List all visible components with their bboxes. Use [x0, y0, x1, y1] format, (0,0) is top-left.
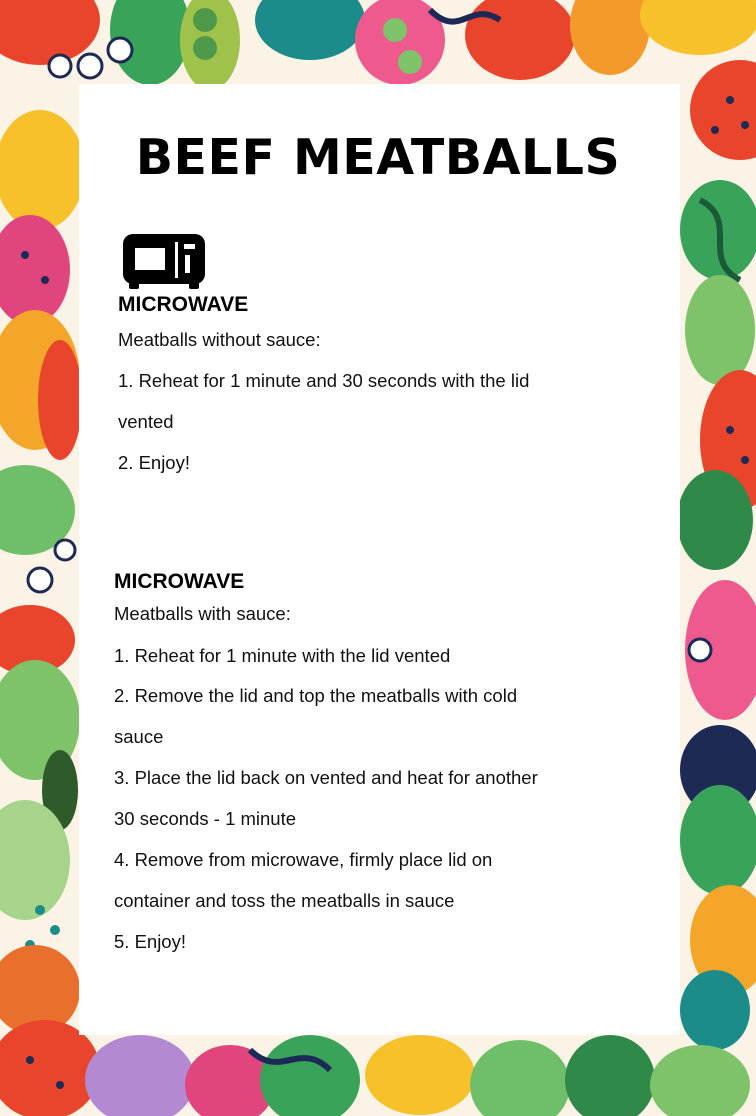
- section1-subtitle: Meatballs without sauce:: [118, 329, 321, 350]
- section2-line: 5. Enjoy!: [114, 931, 186, 952]
- section2-line: 3. Place the lid back on vented and heat for another: [114, 767, 538, 788]
- section1-line: 2. Enjoy!: [118, 452, 190, 473]
- microwave-icon: [121, 233, 207, 290]
- section2-line: 1. Reheat for 1 minute with the lid vented: [114, 645, 451, 666]
- section2-line: 2. Remove the lid and top the meatballs with cold: [114, 685, 518, 706]
- section2-line: 4. Remove from microwave, firmly place lid on: [114, 849, 493, 870]
- section1-heading: MICROWAVE: [118, 293, 249, 316]
- section1-line: 1. Reheat for 1 minute and 30 seconds with the lid: [118, 370, 530, 391]
- section2-line: container and toss the meatballs in sauce: [114, 890, 455, 911]
- page-title: BEEF MEATBALLS: [135, 129, 621, 186]
- section2-line: sauce: [114, 726, 164, 747]
- section2-subtitle: Meatballs with sauce:: [114, 603, 291, 624]
- section1-line: vented: [118, 411, 174, 432]
- section2-line: 30 seconds - 1 minute: [114, 808, 297, 829]
- section2-heading: MICROWAVE: [114, 570, 245, 593]
